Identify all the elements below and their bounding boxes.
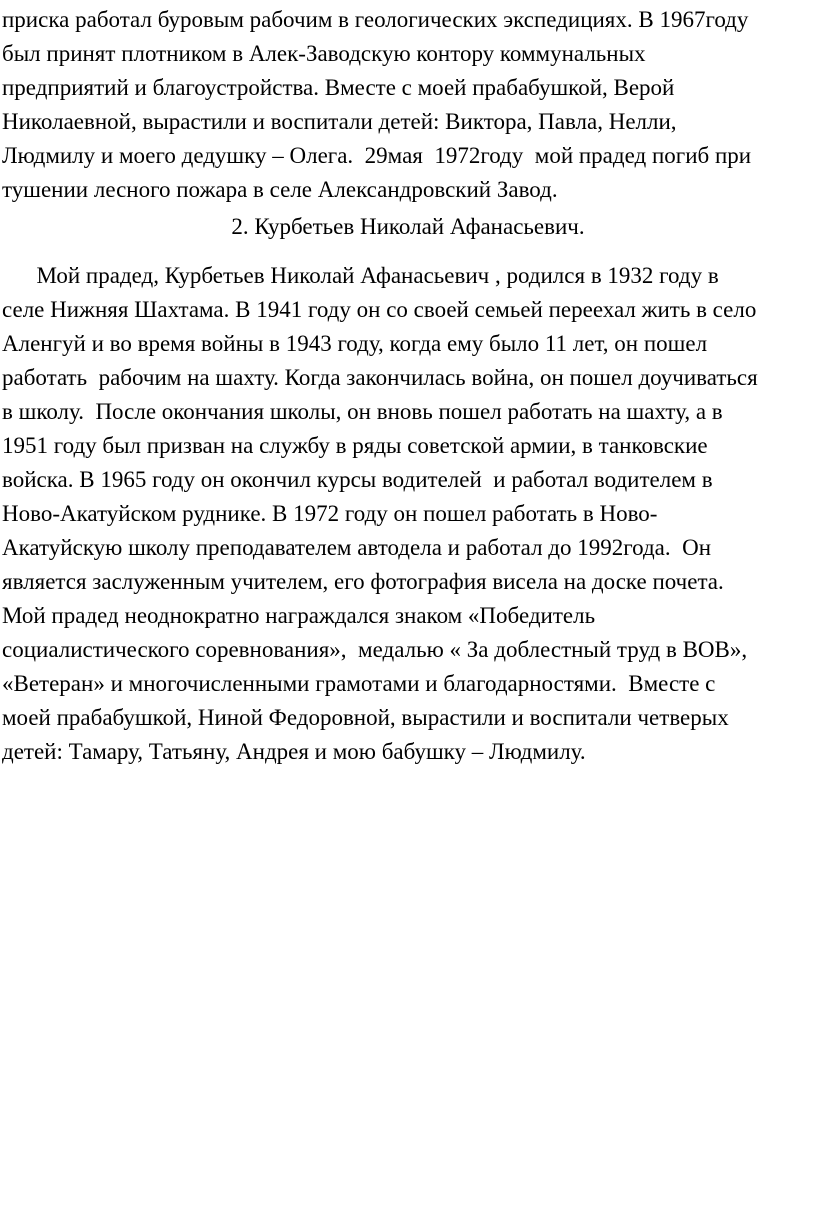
text-line: предприятий и благоустройства. Вместе с моей прабабушкой, Верой bbox=[2, 75, 675, 100]
text-line: Николаевной, вырастили и воспитали детей: Виктора, Павла, Нелли, bbox=[2, 109, 677, 134]
text-line: является заслуженным учителем, его фотография висела на доске почета. bbox=[2, 569, 724, 594]
paragraph-1 bbox=[2, 3, 814, 207]
paragraph-2 bbox=[2, 259, 814, 769]
text-line: в школу. После окончания школы, он вновь пошел работать на шахту, а в bbox=[2, 399, 723, 424]
text-line: тушении лесного пожара в селе Александровский Завод. bbox=[2, 177, 558, 202]
text-line: 1951 году был призван на службу в ряды советской армии, в танковские bbox=[2, 433, 708, 458]
section-heading: 2. Курбетьев Николай Афанасьевич. bbox=[231, 214, 585, 239]
text-line: Мой прадед, Курбетьев Николай Афанасьевич , родился в 1932 году в bbox=[2, 263, 719, 288]
text-line: «Ветеран» и многочисленными грамотами и благодарностями. Вместе с bbox=[2, 671, 716, 696]
text-line: Акатуйскую школу преподавателем автодела и работал до 1992года. Он bbox=[2, 535, 712, 560]
text-line: был принят плотником в Алек-Заводскую контору коммунальных bbox=[2, 41, 646, 66]
text-line: социалистического соревнования», медалью « За доблестный труд в ВОВ», bbox=[2, 637, 748, 662]
text-line: детей: Тамару, Татьяну, Андрея и мою бабушку – Людмилу. bbox=[2, 739, 586, 764]
text-line: Аленгуй и во время войны в 1943 году, когда ему было 11 лет, он пошел bbox=[2, 331, 708, 356]
text-line: моей прабабушкой, Ниной Федоровной, вырастили и воспитали четверых bbox=[2, 705, 729, 730]
text-line: Мой прадед неоднократно награждался знаком «Победитель bbox=[2, 603, 596, 628]
text-line: работать рабочим на шахту. Когда закончилась война, он пошел доучиваться bbox=[2, 365, 758, 390]
text-line: Людмилу и моего дедушку – Олега. 29мая 1972году мой прадед погиб при bbox=[2, 143, 752, 168]
text-line: приска работал буровым рабочим в геологических экспедициях. В 1967году bbox=[2, 7, 749, 32]
text-line: Ново-Акатуйском руднике. В 1972 году он пошел работать в Ново- bbox=[2, 501, 658, 526]
text-line: селе Нижняя Шахтама. В 1941 году он со своей семьей переехал жить в село bbox=[2, 297, 757, 322]
text-line: войска. В 1965 году он окончил курсы водителей и работал водителем в bbox=[2, 467, 713, 492]
